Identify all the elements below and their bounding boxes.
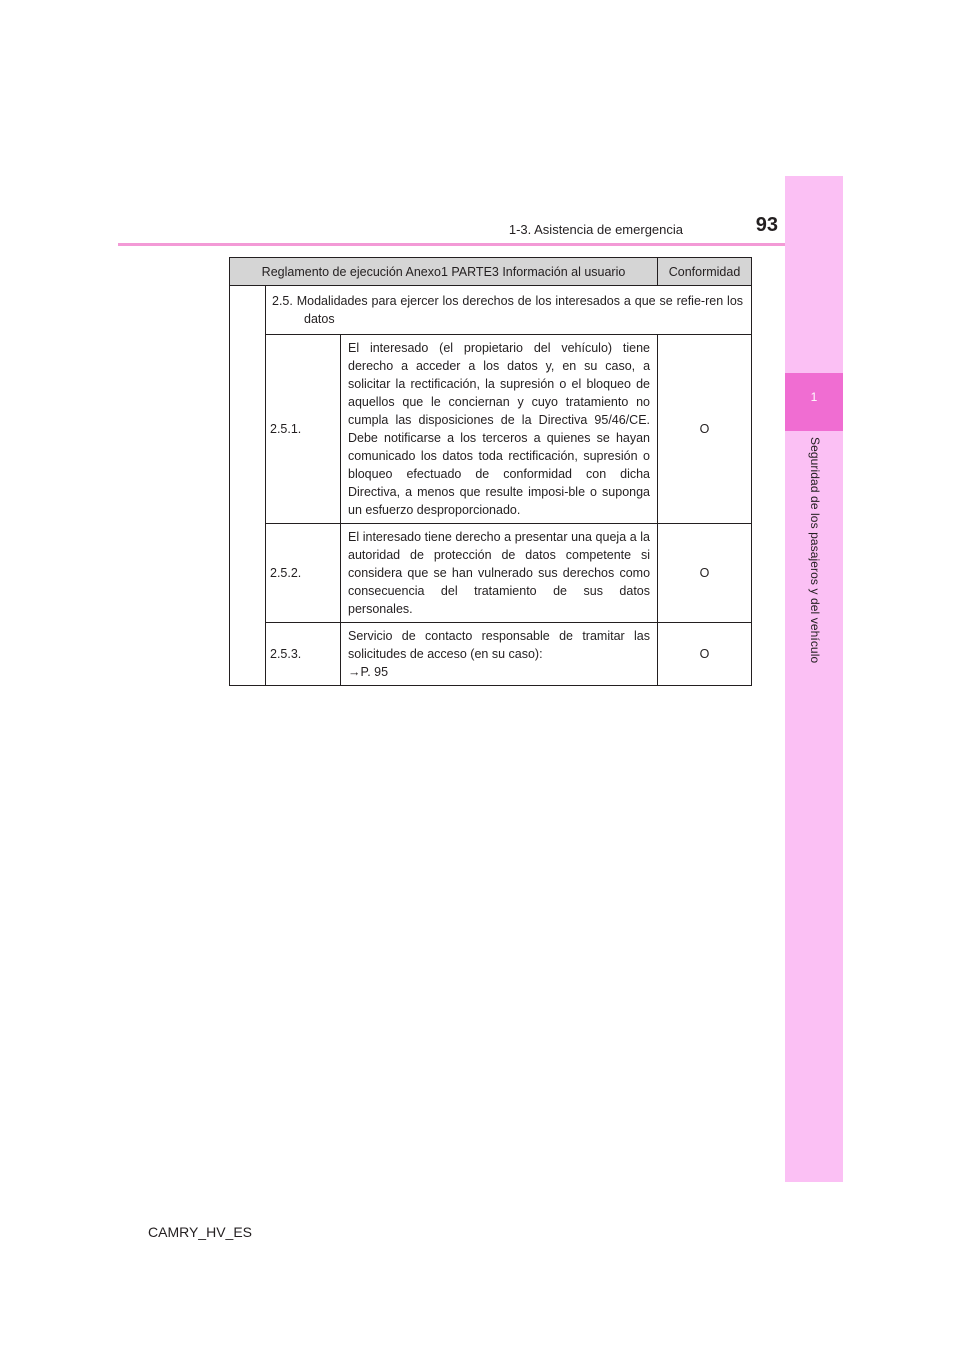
section-heading: 2.5. Modalidades para ejercer los derechos de los interesados a que se refie-ren los datos bbox=[266, 286, 752, 335]
row-text: El interesado tiene derecho a presentar una queja a la autoridad de protección de datos competente si considera que se han vulnerado sus derechos como consecuencia del tratamiento de sus datos personales. bbox=[341, 524, 658, 623]
row-text-cell bbox=[341, 623, 658, 686]
document-code: CAMRY_HV_ES bbox=[148, 1224, 253, 1240]
row-text: Servicio de contacto responsable de tramitar las solicitudes de acceso (en su caso): bbox=[348, 629, 651, 661]
row-text: El interesado (el propietario del vehículo) tiene derecho a acceder a los datos y, en su caso, a solicitar la rectificación, la supresión o el bloqueo de aquellos que le conciernan y cuyo tratamiento no cumpla las disposiciones de la Directiva 95/46/​CE. Debe notificarse a los terceros a quienes se hayan comunicado los datos toda rectificación, supresión o bloqueo efectuado de conformidad con dicha Directiva, a menos que resulte imposi-ble o suponga un esfuerzo desproporcionado. bbox=[341, 335, 658, 524]
header-conformity: Conformidad bbox=[658, 258, 752, 286]
regulation-table bbox=[229, 257, 752, 686]
page-number: 93 bbox=[755, 214, 778, 236]
row-number: 2.5.3. bbox=[266, 623, 341, 686]
row-number: 2.5.2. bbox=[266, 524, 341, 623]
row-number: 2.5.1. bbox=[266, 335, 341, 524]
table-row bbox=[230, 524, 752, 623]
table-header-row bbox=[230, 258, 752, 286]
table-row bbox=[230, 623, 752, 686]
row-conformity: O bbox=[658, 623, 752, 686]
header-regulation: Reglamento de ejecución Anexo1 PARTE3 Información al usuario bbox=[230, 258, 658, 286]
chapter-number: 1 bbox=[810, 390, 818, 404]
section-row bbox=[230, 286, 752, 335]
row-conformity: O bbox=[658, 335, 752, 524]
indent-cell bbox=[230, 286, 266, 686]
page-reference: →P. 95 bbox=[348, 665, 389, 679]
header-rule bbox=[118, 243, 842, 246]
chapter-side-tab bbox=[785, 176, 843, 1182]
row-conformity: O bbox=[658, 524, 752, 623]
table-row bbox=[230, 335, 752, 524]
chapter-title: Seguridad de los pasajeros y del vehículo bbox=[808, 437, 822, 664]
section-title: 1-3. Asistencia de emergencia bbox=[508, 222, 683, 237]
